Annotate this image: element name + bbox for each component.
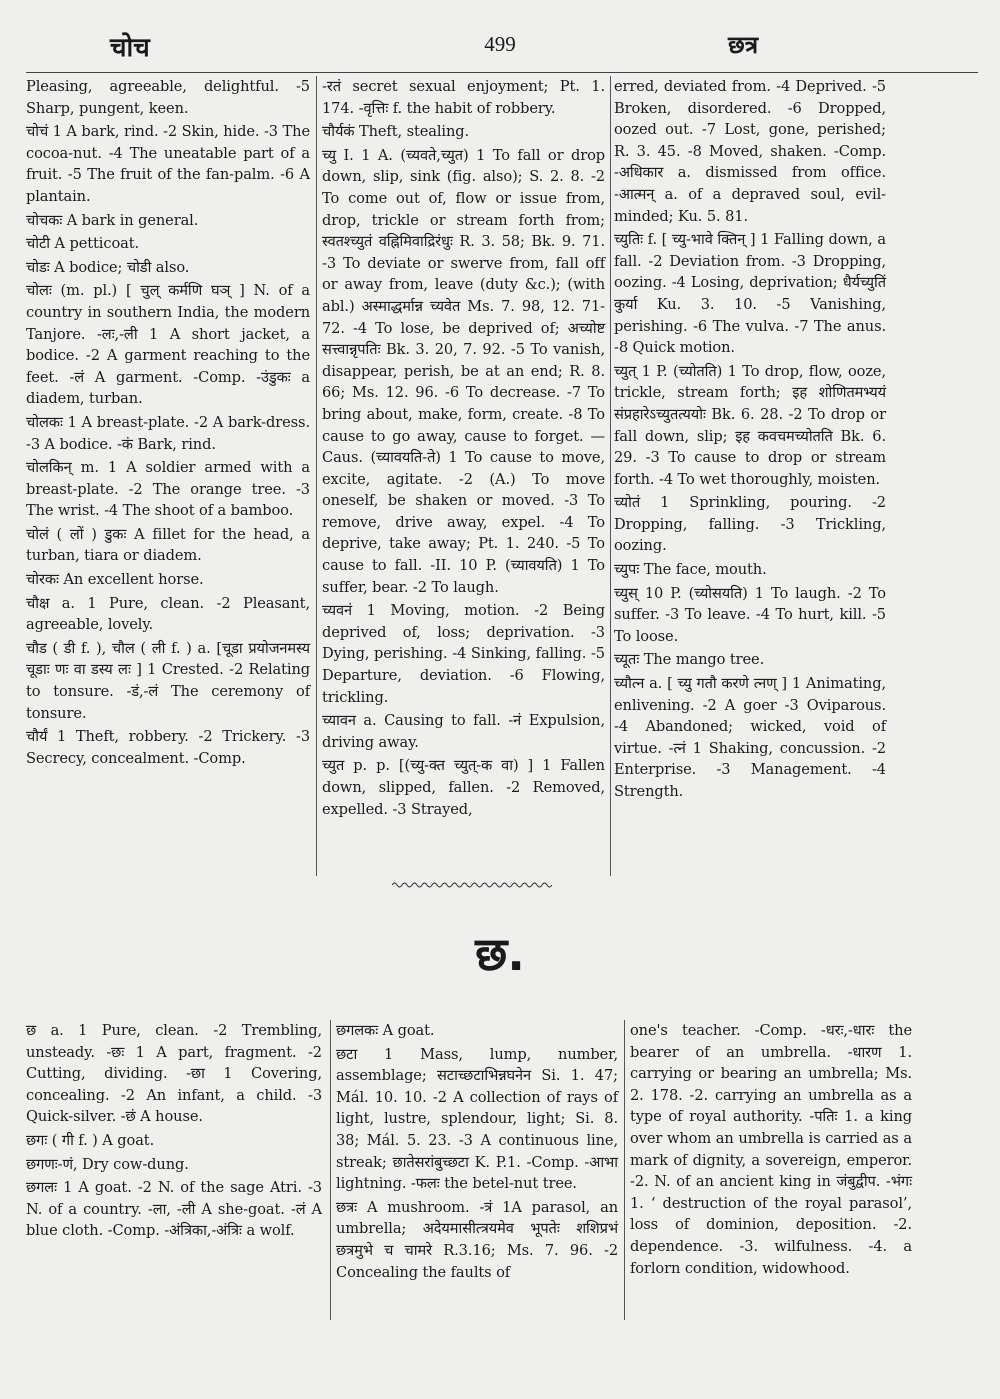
entry: छत्रः A mushroom. -त्रं 1A parasol, an umbrella; अदेयमासीत्त्रयमेव भूपतेः शशिप्रभं छत्रमुभे च चामरे R.3.16; Ms. 7. 96. -2 Concealing the faults of <box>336 1198 618 1281</box>
column-divider <box>330 1020 331 1320</box>
entry: च्युत् 1 P. (च्योतति) 1 To drop, flow, ooze, trickle, stream forth; इह शोणितमभ्ययं संप्रहारेऽच्युतत्ययोः Bk. 6. 28. -2 To drop or fall down, slip; इह कवचमच्योतति Bk. 6. 29. -3 To cause to drop or stream forth. -4 To wet thoroughly, moisten. <box>614 362 886 488</box>
entry: च्युत p. p. [(च्यु-क्त च्युत्-क वा) ] 1 Fallen down, slipped, fallen. -2 Removed, expelled. -3 Strayed, <box>322 757 605 818</box>
entry: च्युस् 10 P. (च्योसयति) 1 To laugh. -2 To suffer. -3 To leave. -4 To hurt, kill. -5 To loose. <box>614 584 886 645</box>
header-rule <box>26 72 978 73</box>
entry: च्यवनं 1 Moving, motion. -2 Being deprived of, loss; deprivation. -3 Dying, perishing. -4 Sinking, falling. -5 Departure, deviation. -6 Flowing, trickling. <box>322 602 605 706</box>
column-divider <box>610 76 611 876</box>
entry: छटा 1 Mass, lump, number, assemblage; सटाच्छटाभिन्नघनेन Si. 1. 47; Mál. 10. 10. -2 A collection of rays of light, lustre, splendour, light; Si. 8. 38; Mál. 5. 23. -3 A continuous line, streak; छातेसरांबुच्छटा K. P.1. -Comp. -आभा lightning. -फलः the betel-nut tree. <box>336 1045 618 1193</box>
entry: Pleasing, agreeable, delightful. -5 Sharp, pungent, keen. <box>26 78 310 117</box>
running-head-right: छत्र <box>728 31 759 59</box>
entry: चोडः A bodice; चोडी also. <box>26 258 190 276</box>
top-column-2 <box>322 76 605 820</box>
entry: चोलः (m. pl.) [ चुल् कर्मणि घञ् ] N. of a country in southern India, the modern Tanjore. -लः,-ली 1 A short jacket, a bodice. -2 A garment reaching to the feet. -लं A garment. -Comp. -उंडुकः a diadem, turban. <box>26 282 310 408</box>
column-divider <box>624 1020 625 1320</box>
wavy-separator <box>392 881 552 889</box>
entry: चौर्यं 1 Theft, robbery. -2 Trickery. -3 Secrecy, concealment. -Comp. <box>26 728 310 767</box>
entry: चोचं 1 A bark, rind. -2 Skin, hide. -3 The cocoa-nut. -4 The uneatable part of a fruit. -5 The fruit of the fan-palm. -6 A plantain. <box>26 123 310 205</box>
entry: चौड ( डी f. ), चौल ( ली f. ) a. [चूडा प्रयोजनमस्य चूडाः णः वा डस्य लः ] 1 Crested. -2 Relating to tonsure. -डं,-लं The ceremony of tonsure. <box>26 639 310 722</box>
entry: च्यु I. 1 A. (च्यवते,च्युत) 1 To fall or drop down, slip, sink (fig. also); S. 2. 8. -2 To come out of, flow or issue from, drop, trickle or stream forth from; स्वतश्च्युतं वह्निमिवाद्रिरंधुः R. 3. 58; Bk. 9. 71. -3 To deviate or swerve from, fall off or away from, leave (duty &c.); (with abl.) अस्माद्धर्मान्न च्यवेत Ms. 7. 98, 12. 71-72. -4 To lose, be deprived of; अच्योष्ट सत्त्वान्नृपतिः Bk. 3. 20, 7. 92. -5 To vanish, disappear, perish, be at an end; R. 8. 66; Ms. 12. 96. -6 To decrease. -7 To bring about, make, form, create. -8 To cause to go away, cause to forget. — Caus. (च्यावयति-ते) 1 To cause to move, excite, agitate. -2 (A.) To move oneself, be shaken or moved. -3 To remove, drive away, expel. -4 To deprive, take away; Pt. 1. 240. -5 To cause to fall. -II. 10 P. (च्यावयति) 1 To suffer, bear. -2 To laugh. <box>322 146 605 596</box>
bottom-column-1 <box>26 1020 322 1242</box>
entry: च्युतिः f. [ च्यु-भावे क्तिन् ] 1 Falling down, a fall. -2 Deviation from. -3 Dropping, oozing. -4 Losing, deprivation; धैर्यच्युतिं कुर्या Ku. 3. 10. -5 Vanishing, perishing. -6 The vulva. -7 The anus. -8 Quick motion. <box>614 231 886 357</box>
entry: चोलं ( लों ) डुकः A fillet for the head, a turban, tiara or diadem. <box>26 525 310 565</box>
top-column-3 <box>614 76 886 803</box>
top-column-1 <box>26 76 310 769</box>
bottom-column-3 <box>630 1020 912 1279</box>
entry: erred, deviated from. -4 Deprived. -5 Broken, disordered. -6 Dropped, oozed out. -7 Lost, gone, perished; R. 3. 45. -8 Moved, shaken. -Comp. -अधिकार a. dismissed from office. -आत्मन् a. of a depraved soul, evil-minded; Ku. 5. 81. <box>614 78 886 225</box>
page-number: 499 <box>484 32 516 56</box>
entry: one's teacher. -Comp. -धरः,-धारः the bearer of an umbrella. -धारण 1. carrying or bearing an umbrella; Ms. 2. 178. -2. carrying an umbrella as a type of royal authority. -पतिः 1. a king over whom an umbrella is carried as a mark of dignity, a sovereign, emperor. -2. N. of an ancient king in जंबुद्वीप. -भंगः 1. ‘ destruction of the royal parasol’, loss of dominion, deposition. -2. dependence. -3. wilfulness. -4. a forlorn condition, widowhood. <box>630 1022 912 1277</box>
entry: छगणः-णं, Dry cow-dung. <box>26 1155 189 1173</box>
entry: च्यावन a. Causing to fall. -नं Expulsion, driving away. <box>322 712 605 751</box>
entry: -रतं secret sexual enjoyment; Pt. 1. 174. -वृत्तिः f. the habit of robbery. <box>322 78 605 117</box>
column-divider <box>316 76 317 876</box>
entry: चोलकिन् m. 1 A soldier armed with a breast-plate. -2 The orange tree. -3 The wrist. -4 The shoot of a bamboo. <box>26 459 310 520</box>
entry: च्युपः The face, mouth. <box>614 561 767 579</box>
entry: छ a. 1 Pure, clean. -2 Trembling, unsteady. -छः 1 A part, fragment. -2 Cutting, dividing. -छा 1 Covering, concealing. -2 An infant, a child. -3 Quick-silver. -छं A house. <box>26 1022 322 1126</box>
entry: छगलकः A goat. <box>336 1022 435 1039</box>
entry: चौक्ष a. 1 Pure, clean. -2 Pleasant, agreeable, lovely. <box>26 594 310 634</box>
entry: चोचकः A bark in general. <box>26 211 199 229</box>
entry: च्यूतः The mango tree. <box>614 651 765 669</box>
entry: छगः ( गी f. ) A goat. <box>26 1131 155 1149</box>
entry: चोरकः An excellent horse. <box>26 571 204 589</box>
bottom-column-2 <box>336 1020 618 1283</box>
entry: च्योतं 1 Sprinkling, pouring. -2 Dropping, falling. -3 Trickling, oozing. <box>614 494 886 555</box>
entry: चोलकः 1 A breast-plate. -2 A bark-dress. -3 A bodice. -कं Bark, rind. <box>26 413 310 453</box>
entry: च्यौत्न a. [ च्यु गतौ करणे त्नण् ] 1 Animating, enlivening. -2 A goer -3 Oviparous. -4 Abandoned; wicked, void of virtue. -त्नं 1 Shaking, concussion. -2 Enterprise. -3 Management. -4 Strength. <box>614 675 886 800</box>
section-letter: छ. <box>475 927 525 981</box>
entry: चौर्यकं Theft, stealing. <box>322 123 470 141</box>
entry: छगलः 1 A goat. -2 N. of the sage Atri. -3 N. of a country. -ला, -ली A she-goat. -लं A blue cloth. -Comp. -अंत्रिका,-अंत्रिः a wolf. <box>26 1179 322 1240</box>
running-head-left: चोच <box>110 33 150 63</box>
entry: चोटी A petticoat. <box>26 235 140 253</box>
